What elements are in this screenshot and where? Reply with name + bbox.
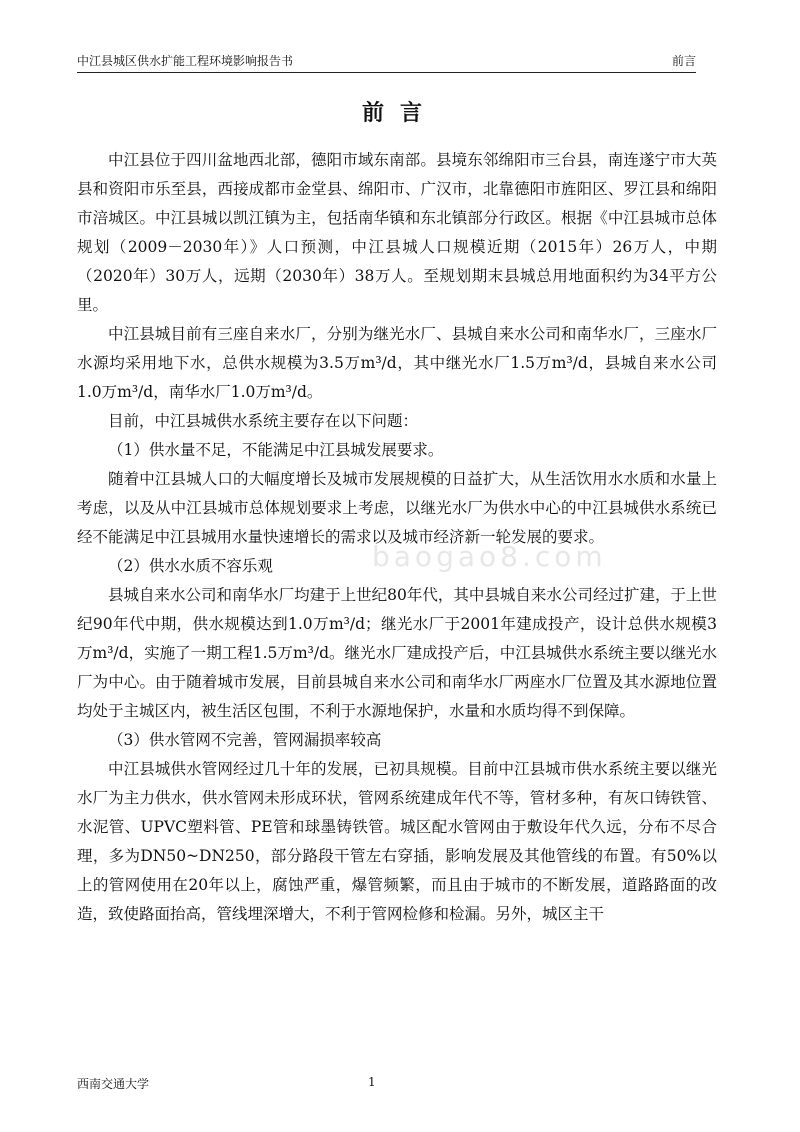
header-section: 前言 [671,54,696,68]
page-title: 前言 [361,100,438,126]
paragraph-supply-shortage: 随着中江县城人口的大幅度增长及城市发展规模的日益扩大，从生活饮用水水质和水量上考虑，以及从中江县城市总体规划要求上考虑，以继光水厂为供水中心的中江县城供水系统已经不能满足中江县城用水量快速增长的需求以及城市经济新一轮发展的要求。 [77,470,717,546]
watermark: baogao8.com [372,540,607,573]
document-body [77,146,717,929]
paragraph-intro: 中江县位于四川盆地西北部，德阳市域东南部。县境东邻绵阳市三台县，南连遂宁市大英县和资阳市乐至县，西接成都市金堂县、绵阳市、广汉市，北靠德阳市旌阳区、罗江县和绵阳市涪城区。中江县城以凯江镇为主，包括南华镇和东北镇部分行政区。根据《中江县城市总体规划（2009－2030年）》人口预测，中江县城人口规模近期（2015年）26万人，中期（2020年）30万人，远期（2030年）38万人。至规划期末县城总用地面积约为34平方公里。 [77,151,717,314]
paragraph-water-plants: 中江县城目前有三座自来水厂，分别为继光水厂、县城自来水公司和南华水厂，三座水厂水源均采用地下水，总供水规模为3.5万m³/d，其中继光水厂1.5万m³/d，县城自来水公司1.0万m³/d，南华水厂1.0万m³/d。 [77,325,717,401]
subheading-2: （2）供水水质不容乐观 [108,557,273,575]
paragraph-problems-intro: 目前，中江县城供水系统主要存在以下问题： [108,412,419,430]
subheading-1: （1）供水量不足，不能满足中江县城发展要求。 [108,441,444,459]
page-number: 1 [368,1075,376,1089]
footer-institution: 西南交通大学 [77,1077,150,1091]
subheading-3: （3）供水管网不完善，管网漏损率较高 [108,731,382,749]
header-document-title: 中江县城区供水扩能工程环境影响报告书 [77,54,294,68]
paragraph-pipe-network: 中江县城供水管网经过几十年的发展，已初具规模。目前中江县城市供水系统主要以继光水厂为主力供水，供水管网未形成环状，管网系统建成年代不等，管材多种，有灰口铸铁管、水泥管、UPVC塑料管、PE管和球墨铸铁管。城区配水管网由于敷设年代久远，分布不尽合理，多为DN50~DN250，部分路段干管左右穿插，影响发展及其他管线的布置。有50%以上的管网使用在20年以上，腐蚀严重，爆管频繁，而且由于城市的不断发展，道路路面的改造，致使路面抬高，管线埋深增大，不利于管网检修和检漏。另外，城区主干 [77,760,717,923]
page-header [77,52,696,73]
paragraph-water-quality: 县城自来水公司和南华水厂均建于上世纪80年代，其中县城自来水公司经过扩建，于上世纪90年代中期，供水规模达到1.0万m³/d；继光水厂于2001年建成投产，设计总供水规模3万m³/d，实施了一期工程1.5万m³/d。继光水厂建成投产后，中江县城供水系统主要以继光水厂为中心。由于随着城市发展，目前县城自来水公司和南华水厂两座水厂位置及其水源地位置均处于主城区内，被生活区包围，不利于水源地保护，水量和水质均得不到保障。 [77,586,717,720]
